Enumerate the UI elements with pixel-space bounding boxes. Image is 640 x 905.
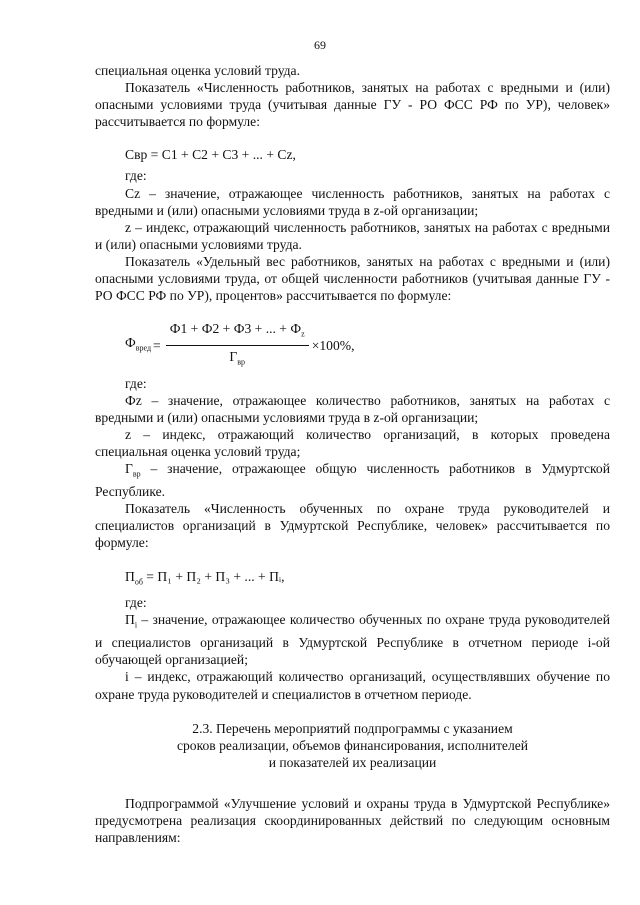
where-label: где: bbox=[125, 595, 147, 611]
formula-tail: ×100%, bbox=[311, 337, 355, 353]
section-heading-line: 2.3. Перечень мероприятий подпрограммы с указанием bbox=[192, 720, 513, 736]
section-heading-line: сроков реализации, объемов финансирования, исполнителей bbox=[176, 737, 529, 753]
formula-eq: = bbox=[153, 337, 161, 353]
paragraph: z – индекс, отражающий численность работников, занятых на работах с вредными и (или) опасными условиями труда. bbox=[95, 219, 610, 252]
paragraph: $П_i$ – значение, отражающее количество обученных по охране труда руководителей и специалистов организаций в Удмуртской Республике в отчетном периоде i-ой обучающей организацией; bbox=[95, 612, 610, 668]
page-number: 69 bbox=[314, 38, 326, 52]
formula-numerator: Ф1 + Ф2 + Ф3 + ... + $Ф_z$ bbox=[166, 320, 309, 346]
formula-denominator: $Г_{вр}$ bbox=[229, 349, 246, 367]
paragraph: Показатель «Численность обученных по охране труда руководителей и специалистов организаций в Удмуртской Республике, человек» рассчитывается по формуле: bbox=[95, 501, 610, 551]
paragraph: Подпрограммой «Улучшение условий и охраны труда в Удмуртской Республике» предусмотрена реализация скоординированных действий по следующим основным направлениям: bbox=[95, 795, 610, 846]
where-label: где: bbox=[125, 375, 147, 391]
formula-pob: $П_{об} = П_1 + П_2 + П_3$ + ... + Пᵢ, bbox=[125, 568, 285, 587]
paragraph: $Г_{вр}$ – значение, отражающее общую численность работников в Удмуртской Республике. bbox=[95, 461, 610, 500]
paragraph: Сz – значение, отражающее численность работников, занятых на работах с вредными и (или) опасными условиями труда в z-ой организации; bbox=[95, 185, 610, 218]
paragraph: Показатель «Удельный вес работников, занятых на работах с вредными и (или) опасными условиями труда, от общей численности работников (учитывая данные ГУ - РО ФСС РФ по УР), процентов» рассчитывается по формуле: bbox=[95, 253, 610, 304]
paragraph: i – индекс, отражающий количество организаций, осуществлявших обучение по охране труда руководителей и специалистов в отчетном периоде. bbox=[95, 669, 610, 702]
formula-svr: Свр = С1 + С2 + С3 + ... + Сz, bbox=[125, 147, 296, 163]
paragraph: z – индекс, отражающий количество организаций, в которых проведена специальная оценка условий труда; bbox=[95, 427, 610, 460]
paragraph: Фz – значение, отражающее количество работников, занятых на работах с вредными и (или) опасными условиями труда в z-ой организации; bbox=[95, 392, 610, 426]
formula-lhs: $Ф_{вред}$ bbox=[125, 335, 152, 353]
where-label: где: bbox=[125, 168, 147, 184]
section-heading-line: и показателей их реализации bbox=[268, 754, 437, 770]
paragraph: Показатель «Численность работников, занятых на работах с вредными и (или) опасными условиями труда (учитывая данные ГУ - РО ФСС РФ по УР), человек» рассчитывается по формуле: bbox=[95, 80, 610, 130]
text-line: специальная оценка условий труда. bbox=[95, 63, 300, 78]
formula-fraction bbox=[166, 320, 309, 371]
formula-fvred bbox=[125, 320, 610, 371]
document-body bbox=[95, 62, 610, 846]
